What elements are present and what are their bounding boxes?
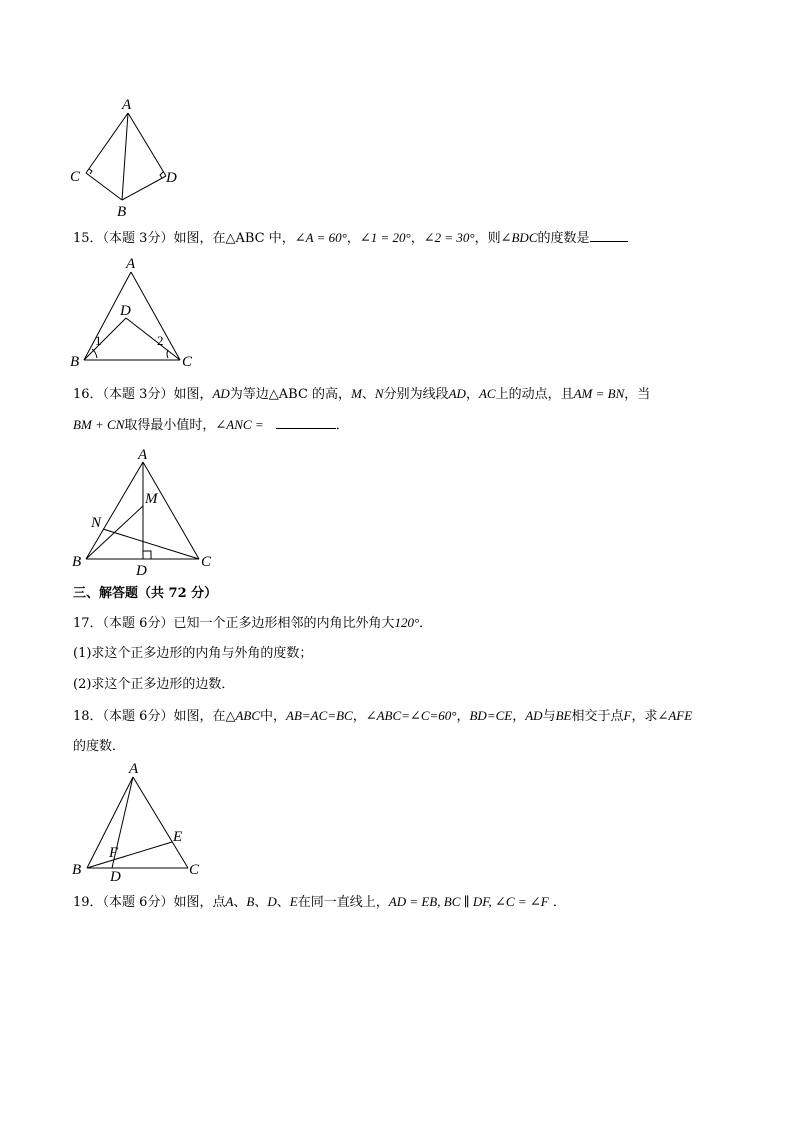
q19-number: 19． (73, 895, 103, 910)
q15-tail: 的度数是 (537, 231, 590, 246)
q16-text: 上的动点，且 (495, 387, 574, 402)
q18-f: F (623, 708, 632, 723)
q16-ad: AD (212, 386, 230, 401)
q16-text: ， (465, 387, 479, 402)
q19-end: ． (548, 895, 566, 910)
label-e: E (173, 829, 183, 845)
label-a: A (138, 447, 148, 463)
q19-e: E (289, 894, 298, 909)
label-a: A (129, 761, 139, 777)
label-c: C (182, 354, 193, 370)
q15-number: 15． (73, 231, 103, 246)
q15-angle-bdc: ∠BDC (500, 230, 538, 245)
label-c: C (189, 862, 200, 878)
label-d: D (136, 563, 147, 579)
label-angle-2: 2 (157, 333, 164, 348)
label-d: D (110, 869, 121, 885)
label-a: A (126, 256, 136, 272)
q15-sep: ， (410, 231, 424, 246)
question-18-line-2: 的度数． (73, 739, 126, 754)
q16-head: （本题 3分）如图， (102, 387, 213, 402)
q17-number: 17． (73, 616, 103, 631)
q16-text: 为等边△ABC 的高， (229, 387, 352, 402)
label-angle-1: 1 (95, 333, 102, 348)
label-d: D (120, 303, 131, 319)
q18-ad: AD (525, 708, 543, 723)
q18-angle-afe: ∠AFE (657, 708, 693, 723)
q16-bm-cn: BM + CN (73, 417, 125, 432)
q19-b: B (246, 894, 255, 909)
q15-angle-2: ∠2 = 30° (423, 230, 475, 245)
label-c: C (70, 169, 81, 185)
q18-text: （本题 6分）如图，在 (102, 709, 226, 724)
q16-n: N (374, 386, 384, 401)
q16-text: 取得最小值时， (124, 418, 216, 433)
q19-sep: 、 (254, 895, 268, 910)
label-c: C (201, 554, 212, 570)
q16-ad: AD (448, 386, 466, 401)
q16-number: 16． (73, 387, 103, 402)
q16-text: 、 (361, 387, 375, 402)
q15-angle-a: ∠A = 60° (294, 230, 347, 245)
q16-ac: AC (478, 386, 496, 401)
q15-angle-1: ∠1 = 20° (359, 230, 411, 245)
q18-angles: ∠ABC=∠C=60° (365, 708, 457, 723)
q16-am-bn: AM = BN (573, 386, 625, 401)
q17-part-2: (2)求这个正多边形的边数． (73, 677, 235, 692)
q18-text: 中， (260, 709, 287, 724)
label-b: B (117, 204, 127, 220)
label-d: D (166, 170, 177, 186)
q16-angle-anc: ∠ANC = (215, 417, 264, 432)
question-19 (73, 893, 566, 912)
q18-bd-ce: BD=CE (469, 708, 513, 723)
q18-text: ， (456, 709, 470, 724)
label-n: N (91, 515, 102, 531)
q18-text: 相交于点 (571, 709, 624, 724)
q19-conditions: AD = EB, BC ∥ DF, ∠C = ∠F (388, 894, 549, 909)
q19-a: A (225, 894, 234, 909)
q16-m: M (351, 386, 362, 401)
q17-end: ． (419, 616, 433, 631)
label-f: F (109, 845, 119, 861)
q18-text: ，求 (631, 709, 658, 724)
label-b: B (72, 862, 82, 878)
section-heading: 三、解答题（共 72 分） (73, 586, 218, 601)
q15-head: （本题 3分）如图，在△ABC 中， (102, 231, 295, 246)
q18-be: BE (555, 708, 572, 723)
label-m: M (145, 491, 158, 507)
q18-triangle: △ABC (225, 708, 261, 723)
q18-text: 与 (542, 709, 556, 724)
q16-text: ，当 (624, 387, 651, 402)
q15-sep: ，则 (474, 231, 501, 246)
q18-sides: AB=AC=BC (286, 708, 353, 723)
q19-sep: 、 (233, 895, 247, 910)
q19-sep: 、 (276, 895, 290, 910)
q18-text: ， (352, 709, 366, 724)
q15-sep: ， (346, 231, 360, 246)
q19-text: 在同一直线上， (297, 895, 389, 910)
q19-d: D (267, 894, 277, 909)
q18-number: 18． (73, 709, 103, 724)
q19-text: （本题 6分）如图，点 (102, 895, 226, 910)
label-a: A (122, 97, 132, 113)
label-b: B (70, 354, 80, 370)
q17-part-1: (1)求这个正多边形的内角与外角的度数； (73, 646, 313, 661)
q17-angle: 120° (394, 615, 420, 630)
q16-text: 分别为线段 (383, 387, 449, 402)
label-b: B (72, 554, 82, 570)
q18-text: ， (512, 709, 526, 724)
q16-end: ． (335, 418, 349, 433)
q17-text: （本题 6分）已知一个正多边形相邻的内角比外角大 (102, 616, 395, 631)
